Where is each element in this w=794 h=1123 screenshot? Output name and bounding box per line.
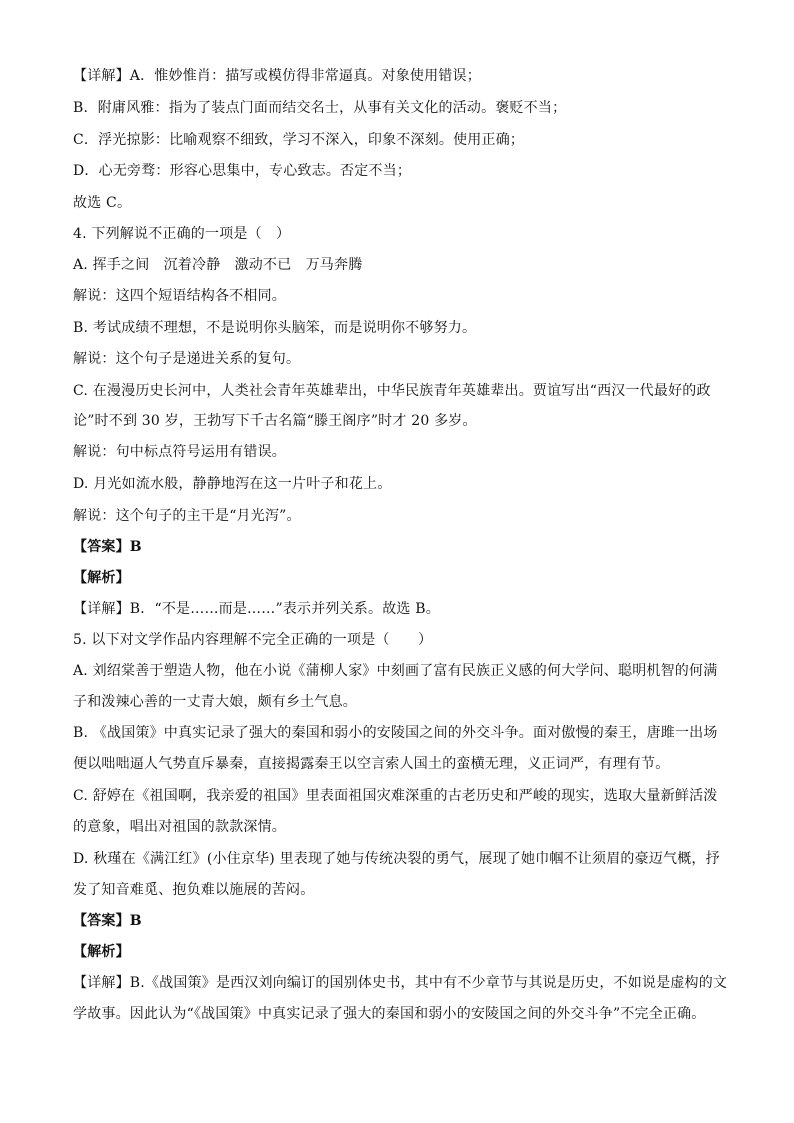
text-line: D．心无旁骛：形容心思集中，专心致志。否定不当； [73, 163, 412, 179]
question-4-option-c: C. 在漫漫历史长河中，人类社会青年英雄辈出，中华民族青年英雄辈出。贾谊写出“西汉一代最好的政 [73, 383, 711, 399]
question-5-option-c: C. 舒婷在《祖国啊，我亲爱的祖国》里表面祖国灾难深重的古老历史和严峻的现实，选取大量新鲜活泼 [73, 788, 718, 804]
text-line: 【详解】A．惟妙惟肖：描写或模仿得非常逼真。对象使用错误； [73, 68, 481, 84]
answer-label: 【答案】B [73, 913, 142, 929]
question-5-option-d: D. 秋瑾在《满江红》(小住京华) 里表现了她与传统决裂的勇气，展现了她巾帼不让须眉的豪迈气概，抒 [73, 851, 720, 867]
question-5-stem: 5. 以下对文学作品内容理解不完全正确的一项是（ ） [73, 632, 433, 648]
text-line: 发了知音难觅、抱负难以施展的苦闷。 [73, 882, 315, 898]
text-line: 便以咄咄逼人气势直斥暴秦，直接揭露秦王以空言索人国土的蛮横无理，义正词严，有理有节。 [73, 756, 670, 772]
answer-label: 【答案】B [73, 539, 142, 555]
text-line: 解说：这个句子是递进关系的复句。 [73, 351, 301, 367]
analysis-label: 【解析】 [73, 944, 130, 960]
text-line: C．浮光掠影：比喻观察不细致，学习不深入，印象不深刻。使用正确； [73, 132, 525, 148]
text-line: 解说：句中标点符号运用有错误。 [73, 444, 286, 460]
text-line: 【详解】B．“不是……而是……”表示并列关系。故选 B。 [73, 601, 440, 617]
question-4-option-b: B. 考试成绩不理想，不是说明你头脑笨，而是说明你不够努力。 [73, 320, 477, 336]
text-line: 故选 C。 [73, 195, 132, 211]
text-line: 子和泼辣心善的一丈青大娘，颇有乡土气息。 [73, 694, 357, 710]
question-4-stem: 4. 下列解说不正确的一项是（ ） [73, 226, 291, 242]
question-4-option-d: D. 月光如流水般，静静地泻在这一片叶子和花上。 [73, 476, 392, 492]
text-line: 解说：这四个短语结构各不相同。 [73, 288, 286, 304]
text-line: 论”时不到 30 岁，王勃写下千古名篇“滕王阁序”时才 20 多岁。 [73, 413, 477, 429]
text-line: 学故事。因此认为“《战国策》中真实记录了强大的秦国和弱小的安陵国之间的外交斗争”不完全正确。 [73, 1006, 706, 1022]
text-line: B．附庸风雅：指为了装点门面而结交名士，从事有关文化的活动。褒贬不当； [73, 100, 567, 116]
question-5-option-a: A. 刘绍棠善于塑造人物，他在小说《蒲柳人家》中刻画了富有民族正义感的何大学问、聪明机智的何满 [73, 663, 718, 679]
text-line: 的意象，唱出对祖国的款款深情。 [73, 819, 286, 835]
analysis-label: 【解析】 [73, 570, 130, 586]
question-4-option-a: A. 挥手之间 沉着冷静 激动不已 万马奔腾 [73, 257, 363, 273]
text-line: 解说：这个句子的主干是“月光泻”。 [73, 508, 301, 524]
question-5-option-b: B. 《战国策》中真实记录了强大的秦国和弱小的安陵国之间的外交斗争。面对傲慢的秦王，唐雎一出场 [73, 725, 718, 741]
text-line: 【详解】B.《战国策》是西汉刘向编订的国别体史书，其中有不少章节与其说是历史，不如说是虚构的文 [73, 975, 728, 991]
